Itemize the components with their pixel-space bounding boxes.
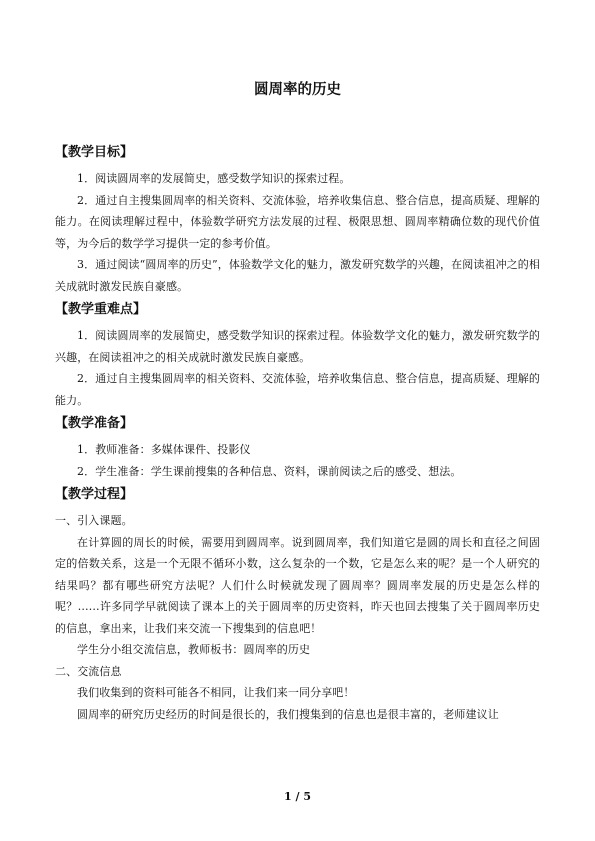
process-step-2-title: 二、交流信息 bbox=[55, 664, 122, 678]
section-heading-preparation: 【教学准备】 bbox=[55, 416, 134, 431]
goal-item-2: 2．通过自主搜集圆周率的相关资料、交流体验，培养收集信息、整合信息，提高质疑、理解的能力。在阅读理解过程中，体验数学研究方法发展的过程、极限思想、圆周率精确位数的现代价值等，为今后的数学学习提供一定的参考价值。 bbox=[55, 193, 540, 250]
process-step-2-paragraph-2: 圆周率的研究历史经历的时间是很长的，我们搜集到的信息也是很丰富的，老师建议让 bbox=[77, 707, 499, 721]
section-preparation bbox=[55, 413, 540, 482]
preparation-item-2: 2．学生准备：学生课前搜集的各种信息、资料，课前阅读之后的感受、想法。 bbox=[77, 464, 462, 478]
process-step-1-title: 一、引入课题。 bbox=[55, 514, 133, 527]
goal-item-3: 3．通过阅读“圆周率的历史”，体验数学文化的魅力，激发研究数学的兴趣，在阅读祖冲之的相关成就时激发民族自豪感。 bbox=[55, 258, 540, 293]
goal-item-1: 1．阅读圆周率的发展简史，感受数学知识的探索过程。 bbox=[77, 172, 351, 185]
process-step-2-paragraph-1: 我们收集到的资料可能各不相同，让我们来一同分享吧！ bbox=[77, 686, 355, 699]
page-title: 圆周率的历史 bbox=[254, 82, 341, 98]
key-point-item-2: 2．通过自主搜集圆周率的相关资料、交流体验，培养收集信息、整合信息，提高质疑、理解的能力。 bbox=[55, 372, 540, 407]
section-heading-process: 【教学过程】 bbox=[55, 487, 134, 502]
section-heading-key-points: 【教学重难点】 bbox=[55, 302, 147, 317]
process-step-1-note: 学生分小组交流信息，教师板书：圆周率的历史 bbox=[77, 643, 311, 656]
section-goals bbox=[55, 142, 540, 297]
preparation-item-1: 1．教师准备：多媒体课件、投影仪 bbox=[77, 443, 251, 456]
section-heading-goals: 【教学目标】 bbox=[55, 145, 134, 160]
section-key-points bbox=[55, 299, 540, 411]
key-point-item-1: 1．阅读圆周率的发展简史，感受数学知识的探索过程。体验数学文化的魅力，激发研究数学的兴趣，在阅读祖冲之的相关成就时激发民族自豪感。 bbox=[55, 329, 540, 364]
document-body bbox=[55, 142, 540, 726]
process-step-1-paragraph: 在计算圆的周长的时候，需要用到圆周率。说到圆周率，我们知道它是圆的周长和直径之间固定的倍数关系，这是一个无限不循环小数，这么复杂的一个数，它是怎么来的呢？是一个人研究的结果吗？都有哪些研究方法呢？人们什么时候就发现了圆周率？圆周率发展的历史是怎么样的呢？……许多同学早就阅读了课本上的关于圆周率的历史资料，昨天也回去搜集了关于圆周率历史的信息，拿出来，让我们来交流一下搜集到的信息吧！ bbox=[55, 535, 540, 635]
page-number: 1 / 5 bbox=[284, 790, 311, 803]
section-process bbox=[55, 484, 540, 725]
